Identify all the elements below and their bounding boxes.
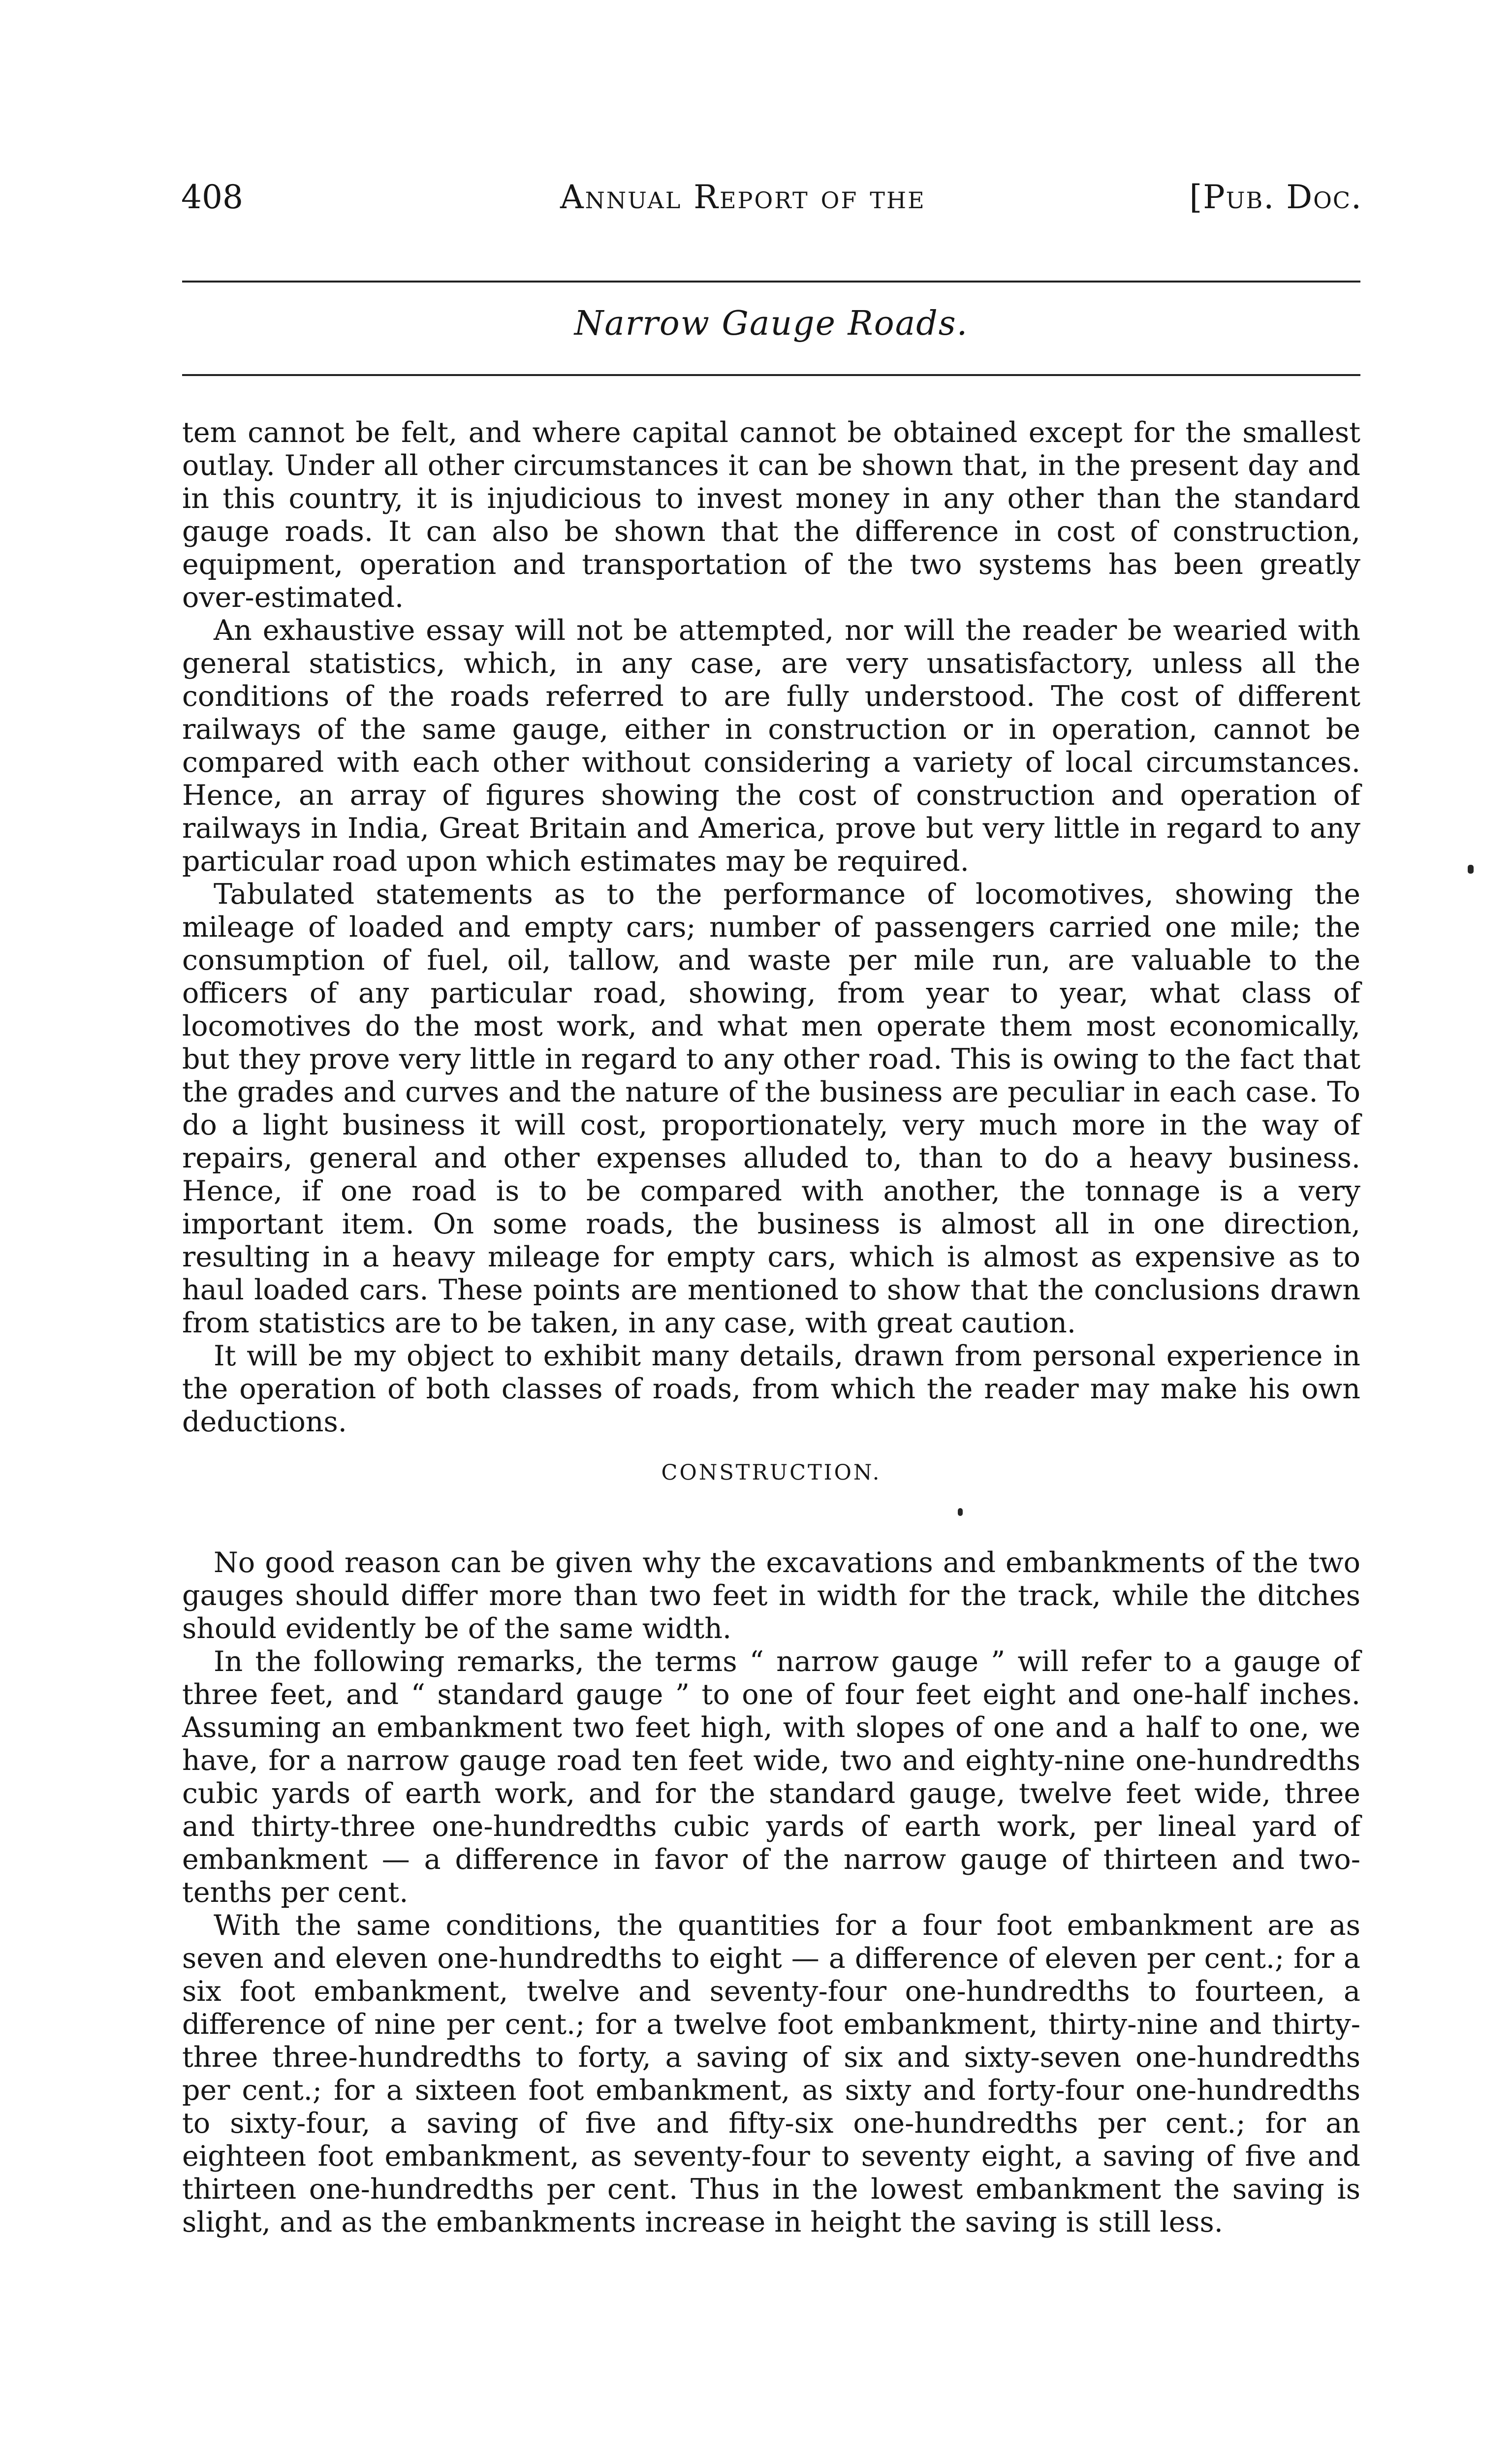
running-head-title: Annual Report of the <box>560 178 926 216</box>
paragraph: It will be my object to exhibit many details, drawn from personal experience in the operation of both classes of roads, from which the reader may make his own deductions. <box>182 1340 1360 1438</box>
running-head <box>181 178 1362 222</box>
section-heading: Narrow Gauge Roads. <box>574 304 969 343</box>
paragraph: tem cannot be felt, and where capital cannot be obtained except for the smallest outlay. Under all other circumstances it can be shown that, in the present day and in this country, it is injudicious to invest money in any other than the standard gauge roads. It can also be shown that the difference in cost of construction, equipment, operation and transportation of the two systems has been greatly over-estimated. <box>182 416 1360 614</box>
paragraph: In the following remarks, the terms “ narrow gauge ” will refer to a gauge of three feet, and “ standard gauge ” to one of four feet eight and one-half inches. Assuming an embankment two feet high, with slopes of one and a half to one, we have, for a narrow gauge road ten feet wide, two and eighty-nine one-hundredths cubic yards of earth work, and for the standard gauge, twelve feet wide, three and thirty-three one-hundredths cubic yards of earth work, per lineal yard of embankment — a difference in favor of the narrow gauge of thirteen and two-tenths per cent. <box>182 1645 1360 1909</box>
paragraph: With the same conditions, the quantities for a four foot embankment are as seven and eleven one-hundredths to eight — a difference of eleven per cent.; for a six foot embankment, twelve and seventy-four one-hundredths to fourteen, a difference of nine per cent.; for a twelve foot embankment, thirty-nine and thirty-three three-hundredths to forty, a saving of six and sixty-seven one-hundredths per cent.; for a sixteen foot embankment, as sixty and forty-four one-hundredths to sixty-four, a saving of five and fifty-six one-hundredths per cent.; for an eighteen foot embankment, as seventy-four to seventy eight, a saving of five and thirteen one-hundredths per cent. Thus in the lowest embankment the saving is slight, and as the embankments increase in height the saving is still less. <box>182 1909 1360 2239</box>
running-head-doc: [Pub. Doc. <box>1189 178 1362 216</box>
construction-subheading: CONSTRUCTION. <box>661 1460 882 1485</box>
paragraph: Tabulated statements as to the performance of locomotives, showing the mileage of loaded and empty cars; number of passengers carried one mile; the consumption of fuel, oil, tallow, and waste per mile run, are valuable to the officers of any particular road, showing, from year to year, what class of locomotives do the most work, and what men operate them most economically, but they prove very little in regard to any other road. This is owing to the fact that the grades and curves and the nature of the business are peculiar in each case. To do a light business it will cost, proportionately, very much more in the way of repairs, general and other expenses alluded to, than to do a heavy business. Hence, if one road is to be compared with another, the tonnage is a very important item. On some roads, the business is almost all in one direction, resulting in a heavy mileage for empty cars, which is almost as expensive as to haul loaded cars. These points are mentioned to show that the conclusions drawn from statistics are to be taken, in any case, with great caution. <box>182 878 1360 1339</box>
ink-speck <box>958 1508 963 1516</box>
top-rule <box>182 281 1360 283</box>
paragraph: An exhaustive essay will not be attempted, nor will the reader be wearied with general statistics, which, in any case, are very unsatisfactory, unless all the conditions of the roads referred to are fully understood. The cost of different railways of the same gauge, either in construction or in operation, cannot be compared with each other without considering a variety of local circumstances. Hence, an array of figures showing the cost of construction and operation of railways in India, Great Britain and America, prove but very little in regard to any particular road upon which estimates may be required. <box>182 614 1360 878</box>
heading-rule <box>182 374 1360 376</box>
ink-speck <box>1468 865 1474 874</box>
body-text <box>182 416 1360 2239</box>
page-number: 408 <box>181 178 243 216</box>
paragraph: No good reason can be given why the excavations and embankments of the two gauges should differ more than two feet in width for the track, while the ditches should evidently be of the same width. <box>182 1546 1360 1645</box>
